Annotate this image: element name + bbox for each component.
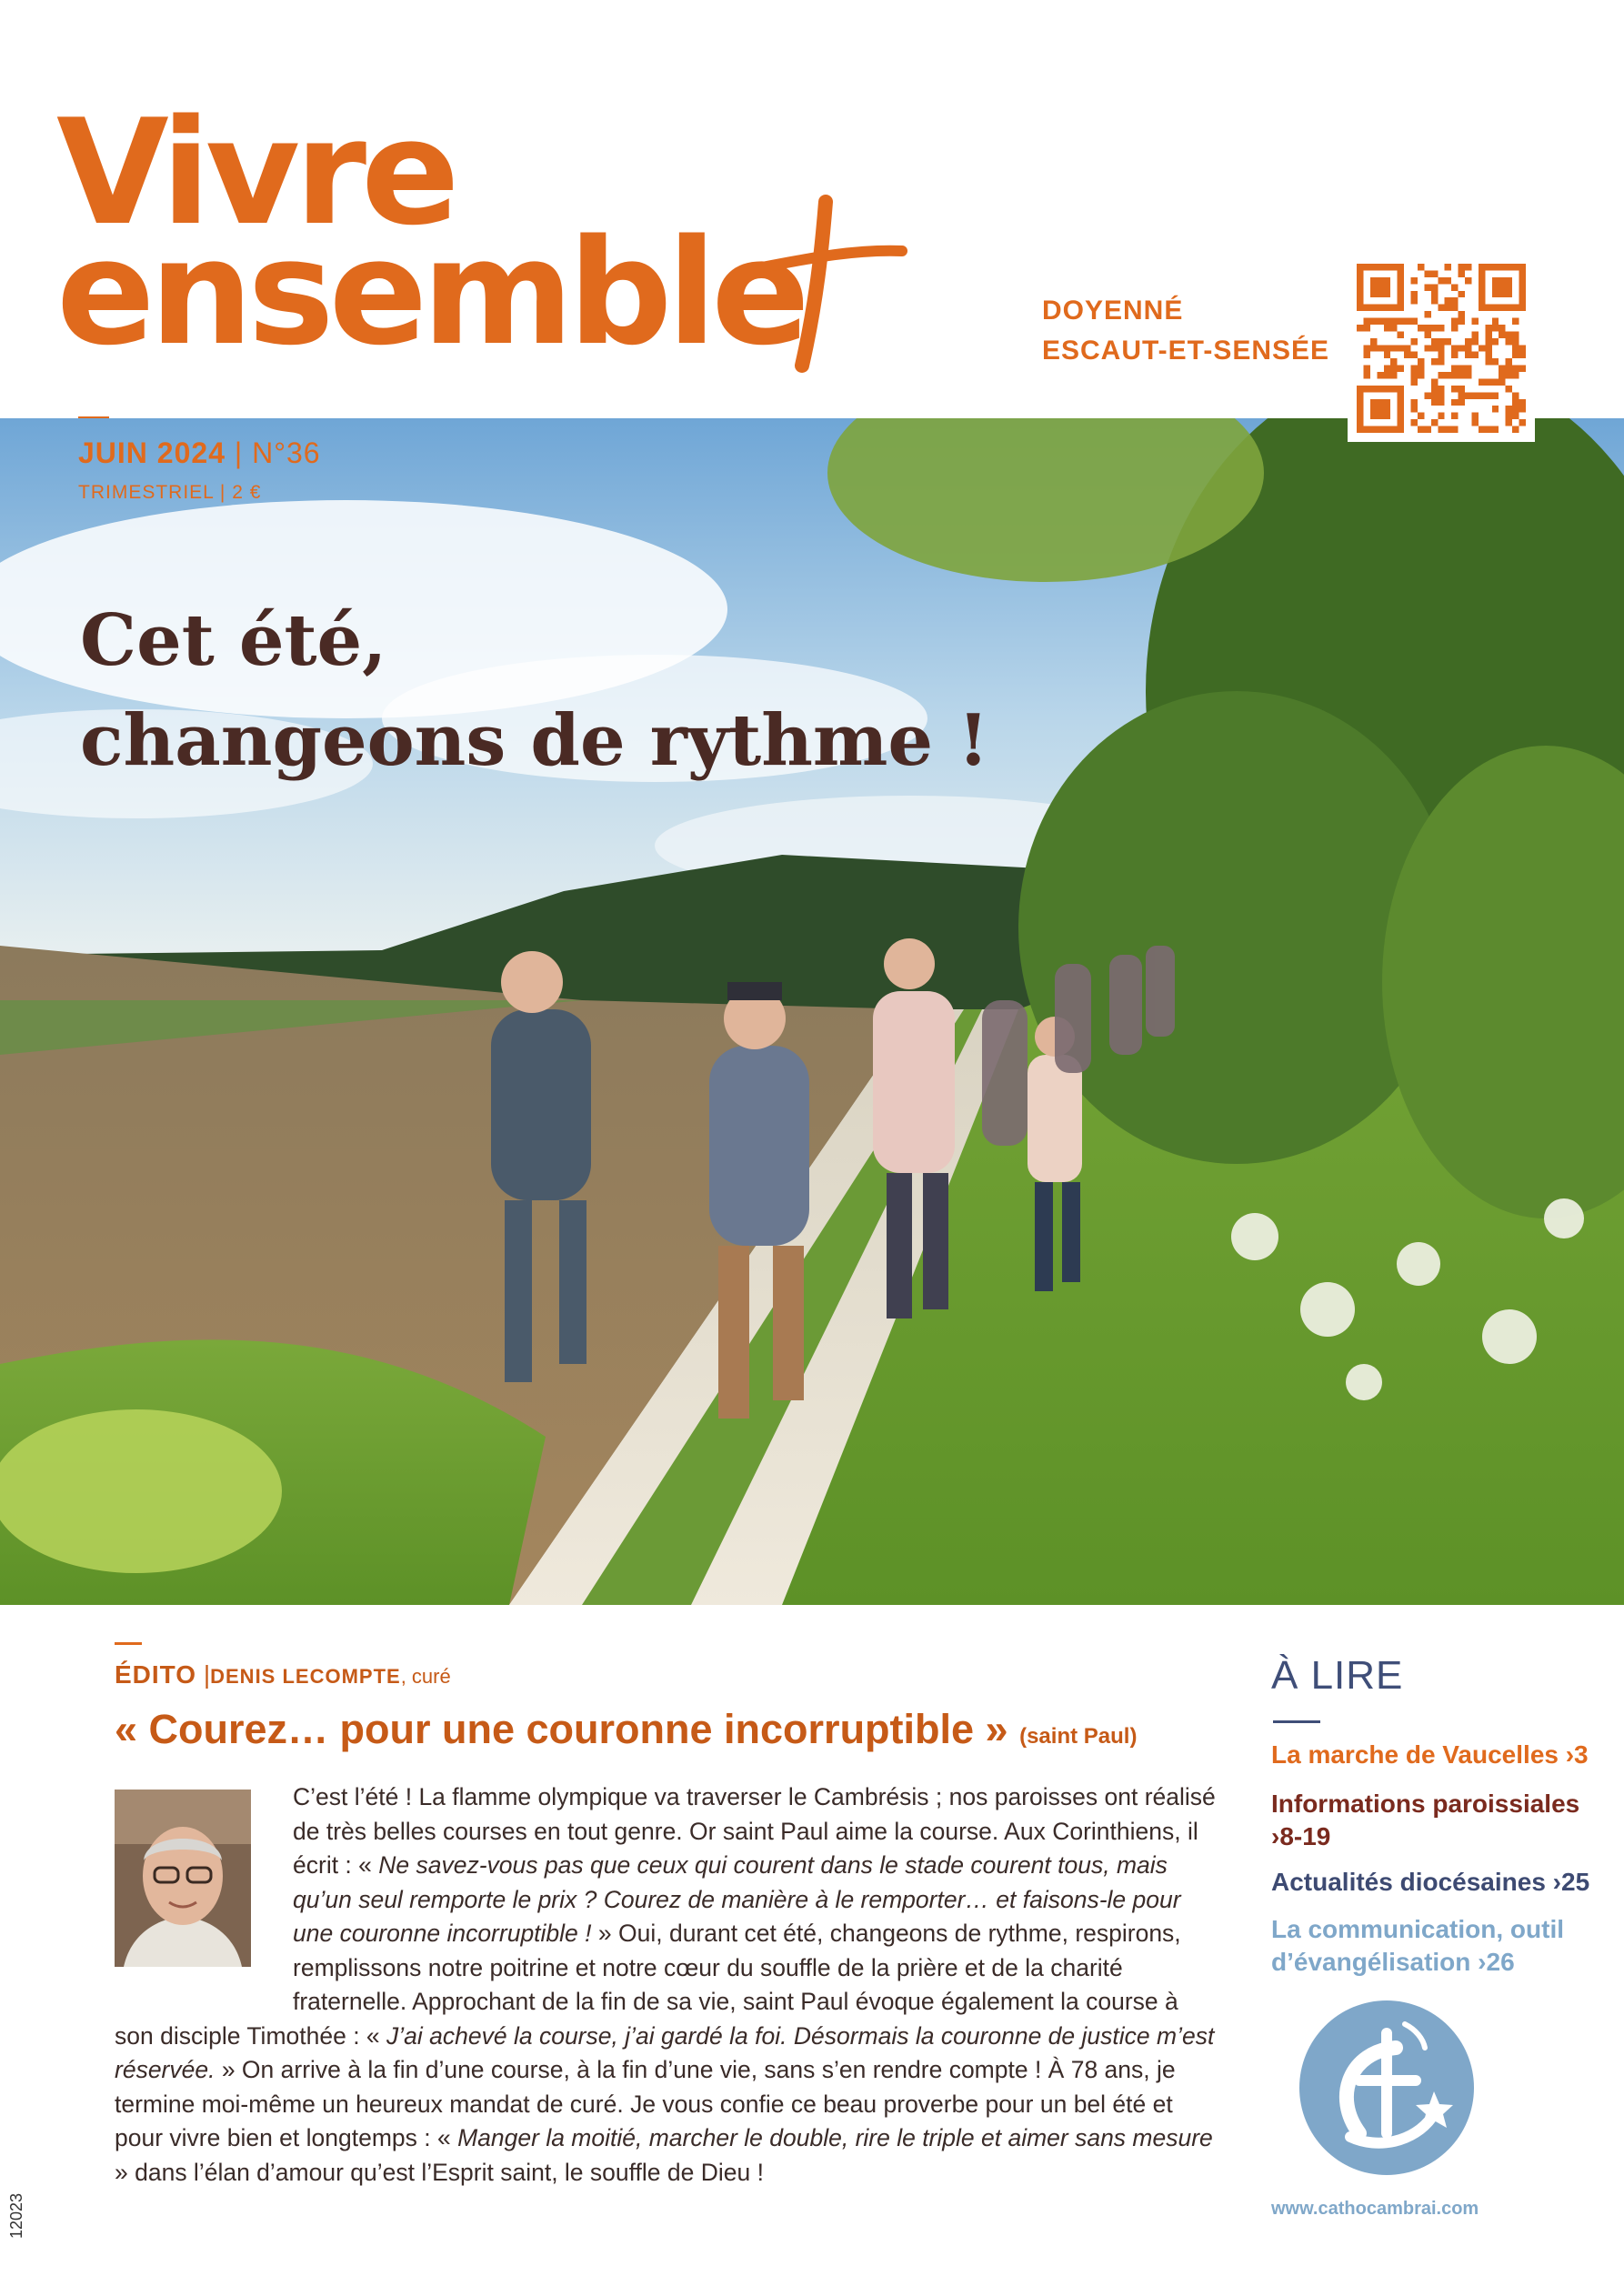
edito-paragraph-2: » Oui, durant cet été, changeons de rythme, respirons, remplissons notre poitrine et notre cœur du souffle de la prière et de la charité fraternelle. Approchant de la fin de sa vie, saint Paul évoque également la course à son disciple Timothée : « bbox=[115, 1920, 1181, 2050]
toc-item-actualites-diocesaines[interactable]: Actualités diocésaines ›25 bbox=[1271, 1868, 1590, 1896]
sidebar-divider bbox=[1273, 1720, 1320, 1723]
sidebar-heading: À LIRE bbox=[1271, 1653, 1404, 1698]
edito-separator: | bbox=[203, 1660, 211, 1689]
qr-code[interactable] bbox=[1348, 255, 1535, 442]
magazine-title-line1: Vivre bbox=[56, 87, 455, 257]
headline-line2: changeons de rythme ! bbox=[80, 699, 989, 782]
edito-body bbox=[115, 1780, 1217, 2190]
toc-item-communication[interactable]: La communication, outil d’évangélisation ›26 bbox=[1271, 1915, 1565, 1976]
magazine-title-line2: ensemble bbox=[56, 207, 805, 377]
edito-header bbox=[115, 1660, 451, 1689]
issue-info bbox=[78, 436, 321, 470]
edito-quote-1: Ne savez-vous pas que ceux qui courent dans le stade courent tous, mais qu’un seul remporte le prix ? Courez de manière à le remporter… et faisons-le pour une couronne incorruptible ! bbox=[293, 1851, 1181, 1947]
edito-quote-2: J’ai achevé la course, j’ai gardé la foi. Désormais la couronne de justice m’est réservée. bbox=[115, 2021, 1215, 2083]
issue-date: JUIN 2024 bbox=[78, 436, 226, 469]
edito-divider bbox=[115, 1642, 142, 1645]
edito-paragraph-1: C’est l’été ! La flamme olympique va traverser le Cambrésis ; nos paroisses ont réalisé de très belles courses en tout genre. Or saint Paul aime la course. Aux Corinthiens, il écrit : « bbox=[293, 1783, 1216, 1879]
website-link[interactable]: www.cathocambrai.com bbox=[1271, 2199, 1479, 2219]
cover-headline bbox=[80, 591, 988, 791]
edito-label: ÉDITO bbox=[115, 1660, 197, 1689]
publication-code: 12023 bbox=[7, 2192, 25, 2239]
edito-paragraph-4: » dans l’élan d’amour qu’est l’Esprit saint, le souffle de Dieu ! bbox=[115, 2158, 764, 2186]
headline-line1: Cet été, bbox=[80, 599, 387, 682]
edito-paragraph-3: » On arrive à la fin d’une course, à la fin d’une vie, sans s’en rendre compte ! À 78 ans, je termine moi-même un heureux mandat de curé. Je vous confie ce beau proverbe pour un bel été et pour vivre bien et longtemps : « bbox=[115, 2056, 1176, 2151]
deanery-line1: DOYENNÉ bbox=[1042, 296, 1184, 326]
edito-title-text: « Courez… pour une couronne incorruptible » bbox=[115, 1706, 1008, 1752]
edito-quote-3: Manger la moitié, marcher le double, rire le triple et aimer sans mesure bbox=[457, 2124, 1213, 2151]
deanery-line2: ESCAUT-ET-SENSÉE bbox=[1042, 336, 1330, 366]
portrait-spacer bbox=[115, 1780, 293, 1990]
toc-item-informations-paroissiales[interactable]: Informations paroissiales ›8-19 bbox=[1271, 1790, 1580, 1850]
toc-item-marche-vaucelles[interactable]: La marche de Vaucelles ›3 bbox=[1271, 1740, 1589, 1769]
edito-author-role: , curé bbox=[400, 1665, 451, 1688]
issue-separator: | bbox=[234, 436, 244, 469]
cross-icon bbox=[746, 193, 909, 375]
periodicity-price: TRIMESTRIEL | 2 € bbox=[78, 482, 262, 503]
edito-author: DENIS LECOMPTE bbox=[210, 1665, 401, 1688]
diocese-logo-icon bbox=[1296, 1997, 1478, 2179]
issue-number: N°36 bbox=[252, 436, 321, 469]
deanery-name bbox=[1042, 291, 1329, 371]
edito-title-source: (saint Paul) bbox=[1019, 1724, 1138, 1749]
edito-title bbox=[115, 1706, 1137, 1753]
